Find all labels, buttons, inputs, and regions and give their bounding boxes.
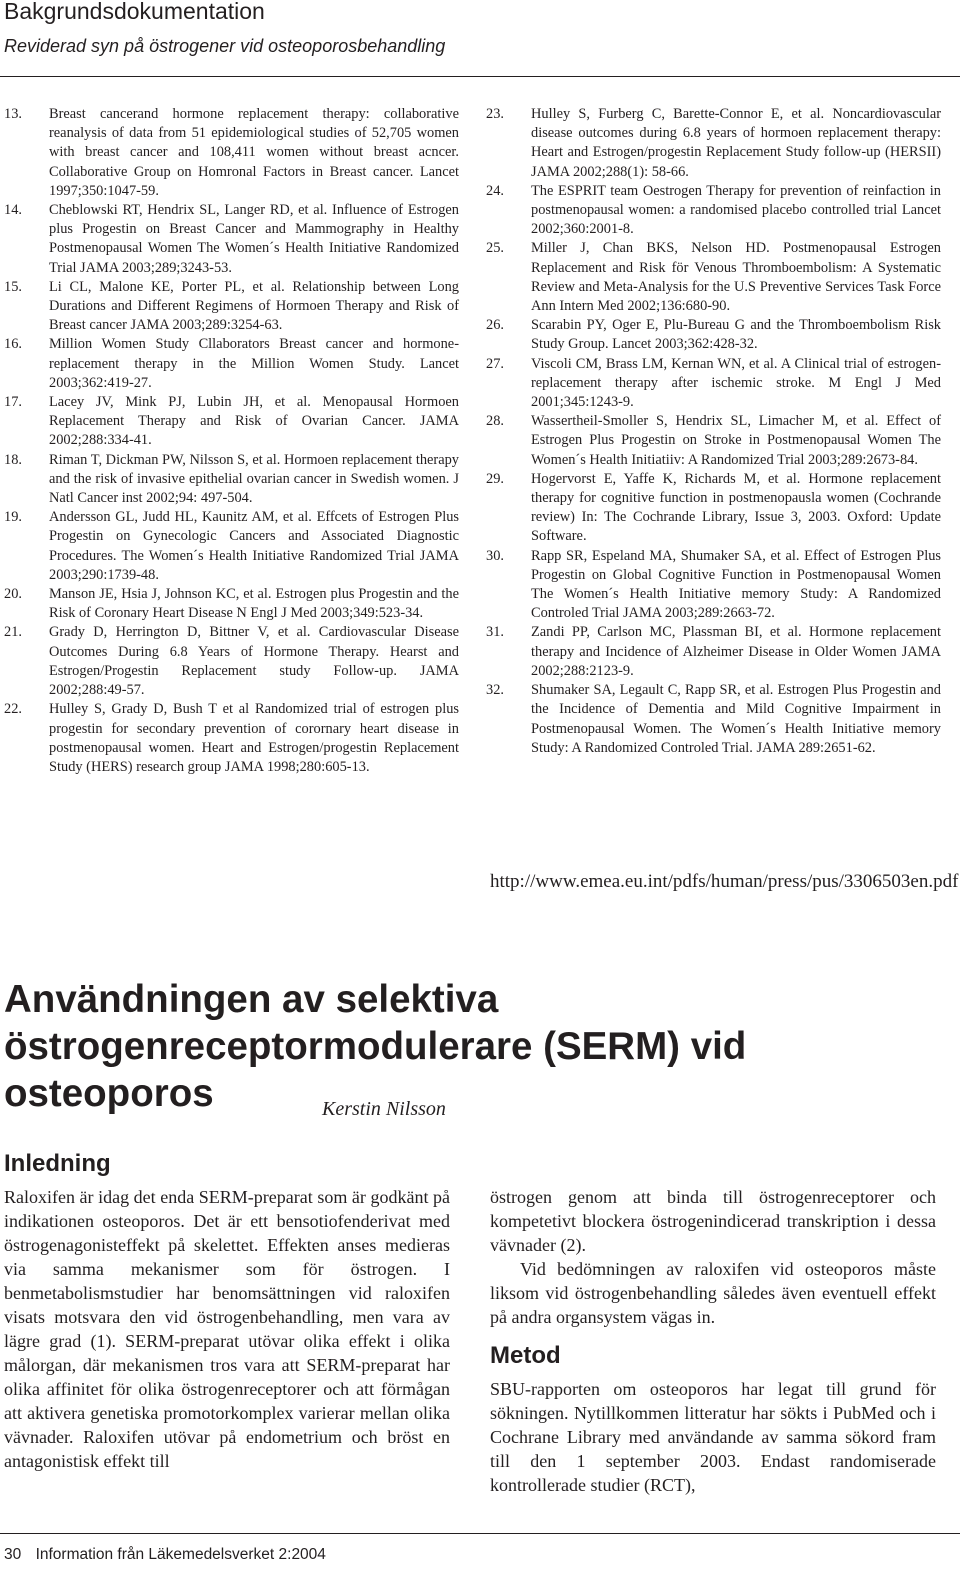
reference-text: Grady D, Herrington D, Bittner V, et al. Cardiovascular Disease Outcomes During 6.8 Years of Hormone Therapy. Hearst and Estrogen/Progestin Replacement study Follow-up. JAMA 2002;288:49-57. (49, 624, 459, 699)
section-heading-intro: Inledning (4, 1150, 111, 1177)
reference-item (486, 239, 941, 316)
reference-number: 25. (486, 240, 504, 257)
reference-number: 30. (486, 547, 504, 564)
reference-item (486, 316, 941, 354)
reference-item (4, 585, 459, 623)
method-paragraph: SBU-rapporten om osteoporos har legat till grund för sökningen. Nytillkommen litteratur har sökts i PubMed och i Cochrane Library med användande av samma sökord fram till den 1 september 2003. Endast randomiserade kontrollerade studier (RCT), (490, 1379, 936, 1495)
reference-item (4, 201, 459, 278)
reference-item (486, 412, 941, 470)
reference-item (486, 470, 941, 547)
reference-url[interactable]: http://www.emea.eu.int/pdfs/human/press/pus/3306503en.pdf (490, 871, 959, 892)
header-subtitle: Reviderad syn på östrogener vid osteoporosbehandling (4, 36, 446, 56)
reference-number: 22. (4, 701, 22, 718)
right-column-text (490, 1185, 936, 1329)
reference-text: Cheblowski RT, Hendrix SL, Langer RD, et al. Influence of Estrogen plus Progestin on Breast Cancer and Mammography in Healthy Postmenopausal Women The Women´s Health Initiative Randomized Trial JAMA 2003;289;3243-53. (49, 202, 459, 276)
reference-item (486, 681, 941, 758)
reference-text: Rapp SR, Espeland MA, Shumaker SA, et al. Effect of Estrogen Plus Progestin on Global Cognitive Function in Postmenopausal Women The Women´s Health Initiative memory Study: A Randomized Controled Trial JAMA 2003;289:2663-72. (531, 547, 941, 622)
page-footer (4, 1546, 326, 1564)
page-number: 30 (4, 1546, 22, 1563)
reference-number: 21. (4, 624, 22, 641)
header-title: Bakgrundsdokumentation (4, 0, 265, 24)
reference-number: 18. (4, 451, 22, 468)
intro-paragraph: Raloxifen är idag det enda SERM-preparat som är godkänt på indikationen osteoporos. Det är ett bensotiofenderivat med östrogenagonisteffekt på skelettet. Effekten anses medieras via samma mekanismer som för östrogen. I benmetabolismstudier har benomsättningen vid raloxifen visats motsvara den vid östrogenbehandling, men vara av lägre grad (1). SERM-preparat utövar olika effekt i olika målorgan, där mekanismen tros vara att SERM-preparat har olika affinitet för olika östrogenreceptorer och att förmågan att aktivera genetiska promotorkomplex varierar mellan olika vävnader. Raloxifen utövar på endometrium och bröst en antagonistisk effekt till (4, 1187, 450, 1471)
reference-number: 31. (486, 624, 504, 641)
reference-number: 26. (486, 317, 504, 334)
reference-text: Lacey JV, Mink PJ, Lubin JH, et al. Menopausal Hormoen Replacement Therapy and Risk of Ovarian Cancer. JAMA 2002;288:334-41. (49, 394, 459, 449)
reference-text: Hogervorst E, Yaffe K, Richards M, et al. Hormone replacement therapy for cognitive function in postmenopausla women (Cochrande review) In: The Cochrande Library, Issue 3, 2003. Oxford: Update Software. (531, 470, 941, 545)
publication-name: Information från Läkemedelsverket 2:2004 (35, 1546, 326, 1563)
reference-number: 28. (486, 413, 504, 430)
reference-list-right (486, 105, 941, 758)
reference-number: 14. (4, 202, 22, 219)
reference-number: 16. (4, 336, 22, 353)
reference-number: 23. (486, 106, 504, 122)
intro-paragraph-continued: östrogen genom att binda till östrogenreceptorer och kompetetivt blockera östrogenindicerad transkription i dessa vävnader (2). (490, 1187, 936, 1255)
reference-item (4, 335, 459, 393)
reference-item (4, 700, 459, 777)
reference-text: Viscoli CM, Brass LM, Kernan WN, et al. A Clinical trial of estrogen-replacement therapy after ischemic stroke. M Engl J Med 2001;345:1243-9. (531, 355, 941, 411)
header-divider (0, 76, 960, 77)
reference-item (486, 355, 941, 413)
reference-text: Zandi PP, Carlson MC, Plassman BI, et al. Hormone replacement therapy and Incidence of Alzheimer Disease in Older Women JAMA 2002;288:2123-9. (531, 624, 941, 679)
footer-divider (0, 1533, 960, 1534)
reference-item (4, 451, 459, 509)
reference-item (4, 105, 459, 201)
reference-number: 20. (4, 586, 22, 603)
reference-number: 27. (486, 355, 504, 372)
reference-text: The ESPRIT team Oestrogen Therapy for prevention of reinfaction in postmenopausal women: a randomised placebo controlled trial Lancet 2002;360:2001-8. (531, 182, 941, 238)
reference-number: 17. (4, 394, 22, 411)
article-author: Kerstin Nilsson (322, 1098, 446, 1120)
reference-number: 15. (4, 278, 22, 295)
reference-text: Andersson GL, Judd HL, Kaunitz AM, et al. Effcets of Estrogen Plus Progestin on Gynecologic Cancers and Associated Diagnostic Procedures. The Women´s Health Initiative Randomized Trial JAMA 2003;290:1739-48. (49, 509, 459, 583)
reference-text: Scarabin PY, Oger E, Plu-Bureau G and the Thromboembolism Risk Study Group. Lancet 2003;362:428-32. (531, 317, 941, 353)
reference-number: 19. (4, 509, 22, 526)
reference-text: Hulley S, Furberg C, Barette-Connor E, et al. Noncardiovascular disease outcomes during 6.8 years of hormoen replacement therapy: Heart and Estrogen/progestin Replacement Study follow-up (HERSII) JAMA 2002;288(1): 58-66. (531, 106, 941, 180)
reference-text: Li CL, Malone KE, Porter PL, et al. Relationship between Long Durations and Different Regimens of Hormoen Therapy and Risk of Breast cancer JAMA 2003;289:3254-63. (49, 278, 459, 334)
reference-list-left (4, 105, 459, 777)
reference-item (486, 182, 941, 240)
reference-number: 24. (486, 182, 504, 199)
reference-text: Riman T, Dickman PW, Nilsson S, et al. Hormoen replacement therapy and the risk of invasive epithelial ovarian cancer in Swedish women. J Natl Cancer inst 2002;94: 497-504. (49, 451, 459, 507)
reference-text: Shumaker SA, Legault C, Rapp SR, et al. Estrogen Plus Progestin and the Incidence of Dementia and Mild Cognitive Impairment in Postmenopausal Women. The Women´s Health Initiative memory Study: A Randomized Controled Trial. JAMA 289:2651-62. (531, 682, 941, 756)
reference-item (4, 508, 459, 585)
reference-number: 13. (4, 106, 22, 122)
reference-text: Manson JE, Hsia J, Johnson KC, et al. Estrogen plus Progestin and the Risk of Coronary Heart Disease N Engl J Med 2003;349:523-34. (49, 586, 459, 622)
reference-text: Wassertheil-Smoller S, Hendrix SL, Limacher M, et al. Effect of Estrogen Plus Progestin on Stroke in Postmenopausal Women The Women´s Health Initiatiiv: A Randomized Trial 2003;289:2673-84. (531, 413, 941, 468)
reference-item (4, 623, 459, 700)
article-title: Användningen av selektiva östrogenreceptormodulerare (SERM) vid osteoporos (4, 978, 747, 1115)
reference-text: Breast cancerand hormone replacement therapy: collaborative reanalysis of data from 51 epidemiological studies of 52,705 women with breast cancer and 108,411 women without breast acncer. Collaborative Group on Homronal Factors in Breast cancer. Lancet 1997;350:1047-59. (49, 106, 459, 199)
reference-item (486, 547, 941, 624)
reference-number: 29. (486, 470, 504, 487)
reference-text: Miller J, Chan BKS, Nelson HD. Postmenopausal Estrogen Replacement and Risk för Venous Thromboembolism: A Systematic Review and Meta-Analysis for the U.S Preventive Services Task Force Ann Intern Med 2002;136:680-90. (531, 240, 941, 315)
reference-text: Hulley S, Grady D, Bush T et al Randomized trial of estrogen plus progestin for secondary prevention of corornary heart disease in postmenopausal women. Heart and Estrogen/progestin Replacement Study (HERS) research group JAMA 1998;280:605-13. (49, 701, 459, 775)
reference-item (486, 623, 941, 681)
reference-item (486, 105, 941, 182)
reference-number: 32. (486, 682, 504, 699)
section-heading-method: Metod (490, 1342, 561, 1369)
reference-text: Million Women Study Cllaborators Breast cancer and hormone-replacement therapy in the Million Women Study. Lancet 2003;362:419-27. (49, 336, 459, 391)
reference-item (4, 393, 459, 451)
assessment-paragraph: Vid bedömningen av raloxifen vid osteoporos måste liksom vid östrogenbehandling således även eventuell effekt på andra organsystem vägas in. (490, 1259, 936, 1327)
reference-item (4, 278, 459, 336)
